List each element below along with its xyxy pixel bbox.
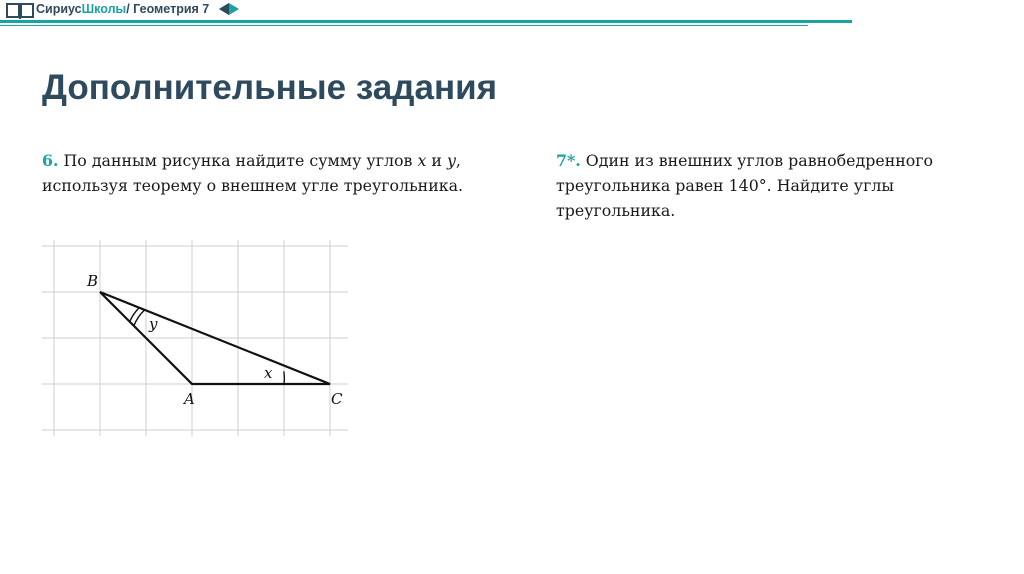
task-6-number: 6.	[42, 151, 59, 170]
brand-name-teal: Школы	[81, 2, 127, 16]
task-6-text-b: и	[426, 151, 447, 170]
header-rule	[0, 20, 852, 23]
task-6	[42, 148, 522, 198]
task-6-var-y: y	[446, 151, 456, 170]
task-6-line-2: используя теорему о внешнем угле треугольника.	[42, 176, 464, 195]
angle-y-arc-inner	[130, 308, 140, 322]
diamond-icon	[219, 3, 239, 15]
task-7	[556, 148, 996, 223]
triangle-figure	[38, 236, 352, 440]
task-6-text-a: По данным рисунка найдите сумму углов	[58, 151, 418, 170]
task-6-line-1	[42, 148, 522, 173]
task-6-text-c: ,	[455, 151, 461, 170]
brand	[36, 1, 209, 17]
vertex-label-b: B	[87, 272, 99, 290]
angle-label-x: x	[264, 364, 273, 382]
brand-course: / Геометрия 7	[126, 2, 210, 16]
vertex-label-c: C	[331, 390, 343, 408]
angle-label-y: y	[149, 315, 158, 333]
page-title: Дополнительные задания	[42, 68, 498, 107]
task-7-line-2: треугольника равен 140°. Найдите углы	[556, 176, 894, 195]
task-6-var-x: x	[417, 151, 427, 170]
triangle-diagram	[38, 236, 352, 440]
header	[0, 0, 860, 26]
brand-name-dark: Сириус	[36, 2, 82, 16]
angle-x-arc	[284, 371, 285, 384]
header-rule-thin	[0, 25, 808, 26]
task-7-number: 7*.	[556, 151, 581, 170]
task-7-line-3: треугольника.	[556, 201, 676, 220]
vertex-label-a: A	[184, 390, 195, 408]
book-icon	[6, 2, 34, 20]
grid	[42, 240, 348, 436]
task-7-line-1	[556, 148, 996, 173]
task-7-text-1: Один из внешних углов равнобедренного	[580, 151, 934, 170]
